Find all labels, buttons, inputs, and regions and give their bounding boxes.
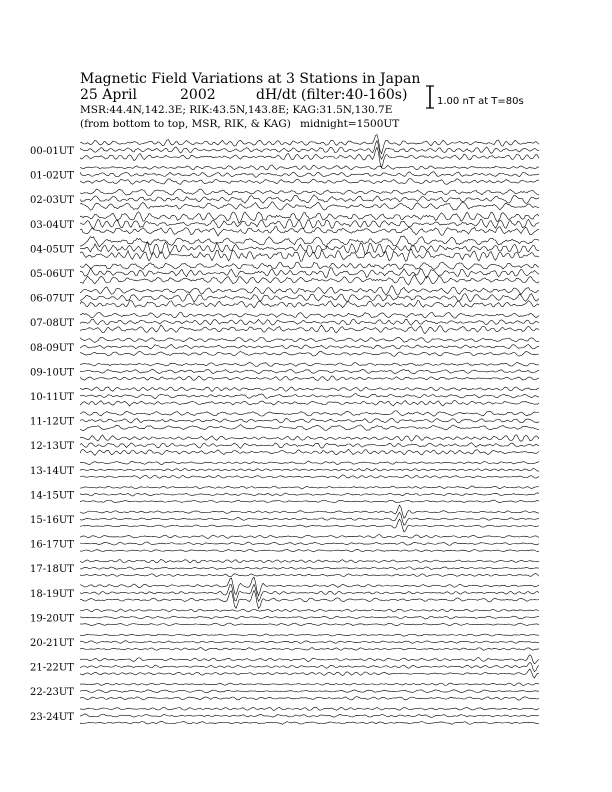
row-label: 22-23UT — [30, 687, 74, 699]
row-label: 17-18UT — [30, 564, 74, 576]
trace-kag — [80, 559, 539, 563]
trace-rik — [80, 418, 539, 423]
row-label: 16-17UT — [30, 539, 74, 551]
trace-kag — [80, 461, 539, 465]
trace-kag — [80, 165, 539, 170]
row-label: 06-07UT — [30, 293, 74, 305]
trace-rik — [80, 493, 539, 496]
trace-msr — [80, 648, 539, 651]
row-label: 19-20UT — [30, 613, 74, 625]
trace-msr — [80, 227, 539, 236]
trace-rik — [80, 641, 539, 644]
trace-msr — [80, 400, 539, 406]
trace-kag — [80, 655, 539, 664]
trace-msr — [80, 325, 539, 334]
trace-rik — [80, 172, 539, 177]
row-label: 20-21UT — [30, 638, 74, 649]
stations-line: MSR:44.4N,142.3E; RIK:43.5N,143.8E; KAG:31.5N,130.7E — [80, 104, 393, 116]
trace-kag — [80, 535, 539, 539]
row-label: 01-02UT — [30, 170, 74, 182]
midnight-note: midnight=1500UT — [300, 118, 400, 130]
date-label: 25 April — [80, 87, 137, 103]
trace-rik — [80, 319, 539, 325]
row-label: 00-01UT — [30, 146, 74, 157]
trace-rik — [80, 542, 539, 545]
row-label: 21-22UT — [30, 662, 74, 674]
trace-rik — [80, 714, 539, 717]
row-label: 05-06UT — [30, 269, 74, 280]
row-label: 02-03UT — [30, 195, 74, 207]
row-label: 08-09UT — [30, 342, 74, 354]
trace-kag — [80, 634, 539, 636]
trace-rik — [80, 662, 539, 671]
trace-msr — [80, 500, 539, 503]
row-label: 15-16UT — [30, 515, 74, 526]
chart-title: Magnetic Field Variations at 3 Stations in Japan — [80, 71, 421, 87]
trace-kag — [80, 505, 539, 518]
row-label: 10-11UT — [30, 392, 74, 403]
trace-msr — [80, 549, 539, 551]
trace-rik — [80, 219, 539, 229]
row-label: 09-10UT — [30, 367, 74, 379]
row-label: 07-08UT — [30, 318, 74, 330]
row-label: 14-15UT — [30, 490, 74, 502]
trace-kag — [80, 236, 539, 247]
trace-msr — [80, 179, 539, 185]
trace-rik — [80, 294, 539, 302]
trace-kag — [80, 435, 539, 442]
row-label: 23-24UT — [30, 711, 74, 723]
trace-kag — [80, 411, 539, 416]
trace-kag — [80, 707, 539, 710]
trace-rik — [80, 369, 539, 374]
order-note: (from bottom to top, MSR, RIK, & KAG) — [80, 118, 291, 130]
trace-msr — [80, 475, 539, 479]
trace-rik — [80, 195, 539, 204]
trace-rik — [80, 394, 539, 399]
trace-msr — [80, 351, 539, 356]
trace-rik — [80, 141, 539, 160]
trace-kag — [80, 683, 539, 686]
row-label: 13-14UT — [30, 465, 74, 477]
trace-msr — [80, 669, 539, 678]
trace-rik — [80, 690, 539, 693]
year-label: 2002 — [180, 87, 216, 103]
trace-msr — [80, 697, 539, 700]
trace-rik — [80, 616, 539, 619]
trace-rik — [80, 468, 539, 471]
trace-msr — [80, 623, 539, 626]
trace-msr — [80, 202, 539, 210]
row-label: 04-05UT — [30, 244, 74, 256]
scale-label: 1.00 nT at T=80s — [437, 96, 524, 107]
trace-kag — [80, 609, 539, 612]
trace-kag — [80, 285, 539, 295]
trace-rik — [80, 443, 539, 449]
trace-msr — [80, 721, 539, 724]
trace-kag — [80, 189, 539, 196]
component-label: dH/dt (filter:40-160s) — [256, 87, 408, 103]
trace-kag — [80, 312, 539, 318]
row-label: 11-12UT — [30, 416, 74, 428]
trace-rik — [80, 268, 539, 279]
trace-rik — [80, 344, 539, 349]
trace-msr — [80, 275, 539, 285]
trace-kag — [80, 262, 539, 270]
trace-kag — [80, 387, 539, 392]
row-label: 03-04UT — [30, 219, 74, 231]
trace-kag — [80, 363, 539, 367]
trace-msr — [80, 574, 539, 577]
trace-msr — [80, 376, 539, 381]
trace-rik — [80, 567, 539, 570]
trace-kag — [80, 337, 539, 342]
trace-msr — [80, 519, 539, 532]
trace-msr — [80, 449, 539, 455]
trace-kag — [80, 212, 539, 223]
row-label: 12-13UT — [30, 441, 74, 453]
trace-msr — [80, 425, 539, 431]
trace-kag — [80, 486, 539, 489]
trace-rik — [80, 512, 539, 525]
row-label: 18-19UT — [30, 588, 74, 600]
